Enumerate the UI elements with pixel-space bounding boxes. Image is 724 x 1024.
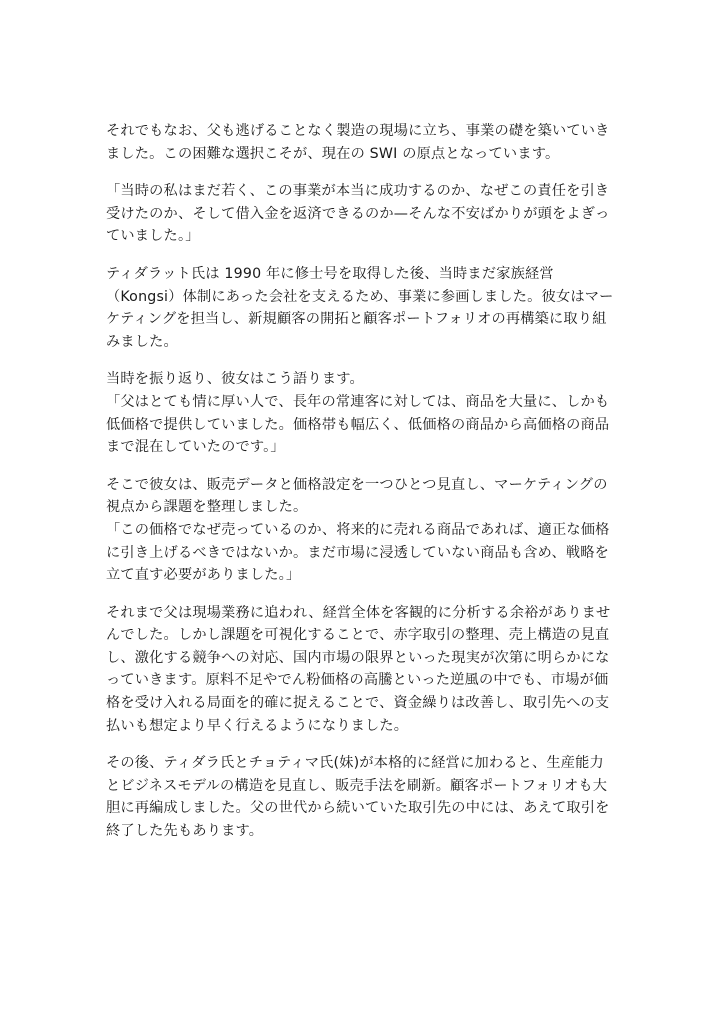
text-line: 視点から課題を整理しました。	[106, 499, 308, 516]
text-line: 胆に再編成しました。父の世代から続いていた取引先の中には、あえて取引を	[106, 800, 610, 817]
text-line: それまで父は現場業務に追われ、経営全体を客観的に分析する余裕がありませ	[106, 604, 611, 621]
paragraph-4	[106, 368, 618, 458]
paragraph-2	[106, 180, 618, 248]
document-body	[106, 120, 618, 858]
text-line: ていました。」	[106, 228, 200, 245]
text-line: 「この価格でなぜ売っているのか、将来的に売れる商品であれば、適正な価格	[106, 521, 610, 538]
text-line: まで混在していたのです。」	[106, 439, 285, 456]
text-line: とビジネスモデルの構造を見直し、販売手法を刷新。顧客ポートフォリオも大	[106, 777, 608, 794]
text-line: そこで彼女は、販売データと価格設定を一つひとつ見直し、マーケティングの	[106, 476, 608, 493]
text-line: 払いも想定より早く行えるようになりました。	[106, 717, 409, 734]
paragraph-3	[106, 263, 618, 353]
text-line: に引き上げるべきではないか。まだ市場に浸透していない商品も含め、戦略を	[106, 544, 609, 561]
paragraph-1	[106, 120, 618, 165]
text-line: っていきます。原料不足やでん粉価格の高騰といった逆風の中でも、市場が価	[106, 672, 609, 689]
text-line: ました。この困難な選択こそが、現在の SWI の原点となっています。	[106, 145, 560, 162]
text-line: ケティングを担当し、新規顧客の開拓と顧客ポートフォリオの再構築に取り組	[106, 311, 607, 328]
text-line: （Kongsi）体制にあった会社を支えるため、事業に参画しました。彼女はマー	[106, 288, 614, 305]
text-line: それでもなお、父も逃げることなく製造の現場に立ち、事業の礎を築いていき	[106, 123, 610, 139]
text-line: その後、ティダラ氏とチョティマ氏(妹)が本格的に経営に加わると、生産能力	[106, 755, 604, 772]
text-line: し、激化する競争への対応、国内市場の限界といった現実が次第に明らかにな	[106, 649, 610, 666]
text-line: 「当時の私はまだ若く、この事業が本当に成功するのか、なぜこの責任を引き	[106, 183, 610, 200]
text-line: 終了した先もあります。	[106, 823, 264, 840]
paragraph-6	[106, 602, 618, 738]
text-line: 立て直す必要がありました。」	[106, 567, 301, 584]
text-line: んでした。しかし課題を可視化することで、赤字取引の整理、売上構造の見直	[106, 627, 610, 644]
text-line: 低価格で提供していました。価格帯も幅広く、低価格の商品から高価格の商品	[106, 416, 610, 433]
text-line: 格を受け入れる局面を的確に捉えることで、資金繰りは改善し、取引先への支	[106, 695, 610, 712]
paragraph-7	[106, 752, 618, 842]
text-line: 受けたのか、そして借入金を返済できるのか—そんな不安ばかりが頭をよぎっ	[106, 205, 610, 222]
text-line: ティダラット氏は 1990 年に修士号を取得した後、当時まだ家族経営	[106, 265, 554, 282]
text-line: みました。	[106, 333, 178, 350]
paragraph-5	[106, 474, 618, 587]
text-line: 「父はとても情に厚い人で、長年の常連客に対しては、商品を大量に、しかも	[106, 393, 610, 410]
text-line: 当時を振り返り、彼女はこう語ります。	[106, 371, 364, 388]
